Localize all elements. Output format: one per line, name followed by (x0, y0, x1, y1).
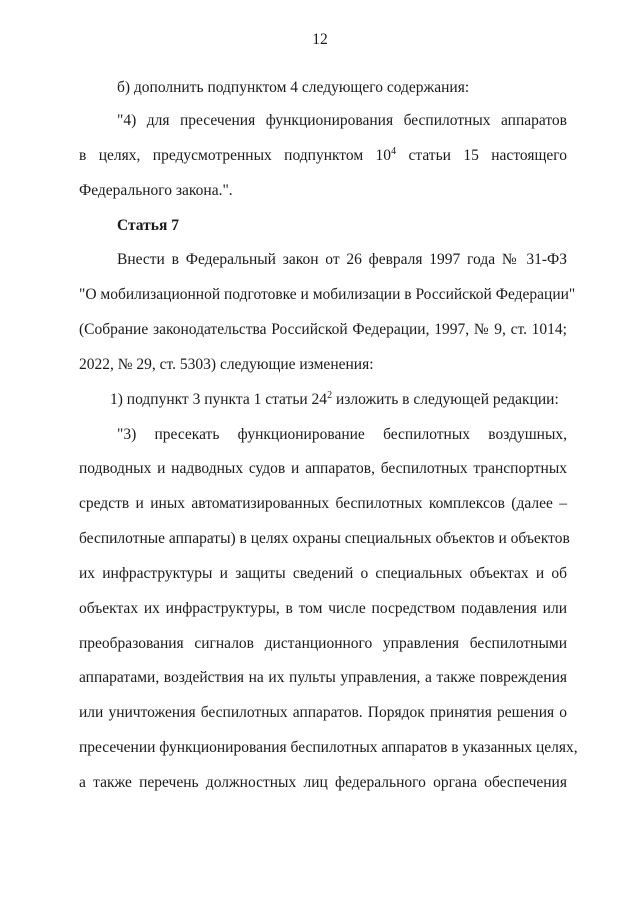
paragraph-line: подводных и надводных судов и аппаратов, беспилотных транспортных (79, 460, 567, 477)
text-run: статьи 15 настоящего (396, 147, 568, 164)
superscript: 2 (327, 390, 333, 401)
paragraph-line: аппаратами, воздействия на их пульты управления, а также повреждения (79, 669, 567, 686)
superscript: 4 (391, 146, 397, 157)
paragraph-line: пресечении функционирования беспилотных аппаратов в указанных целях, (79, 739, 578, 756)
paragraph-line: "4) для пресечения функционирования беспилотных аппаратов (117, 112, 567, 129)
text-run: в целях, предусмотренных подпунктом 10 (79, 147, 392, 164)
paragraph-line (79, 146, 567, 166)
page-number: 12 (312, 31, 328, 48)
paragraph-line: их инфраструктуры и защиты сведений о специальных объектах и об (79, 565, 567, 582)
paragraph-line: объектах их инфраструктуры, в том числе посредством подавления или (79, 600, 567, 617)
text-run: изложить в следующей редакции: (332, 391, 559, 408)
paragraph-line: средств и иных автоматизированных беспилотных комплексов (далее – (79, 495, 567, 512)
paragraph-line: б) дополнить подпунктом 4 следующего содержания: (117, 79, 470, 96)
paragraph-line: "О мобилизационной подготовке и мобилизации в Российской Федерации" (79, 286, 576, 303)
paragraph-line: преобразования сигналов дистанционного управления беспилотными (79, 635, 567, 652)
paragraph-line: (Собрание законодательства Российской Федерации, 1997, № 9, ст. 1014; (79, 321, 567, 338)
paragraph-line: или уничтожения беспилотных аппаратов. Порядок принятия решения о (79, 704, 567, 721)
paragraph-line: Федерального закона.". (79, 182, 233, 199)
paragraph-line: "3) пресекать функционирование беспилотных воздушных, (117, 426, 567, 443)
paragraph-line: 2022, № 29, ст. 5303) следующие изменения: (79, 356, 374, 373)
paragraph-line (110, 390, 567, 410)
article-heading: Статья 7 (117, 217, 179, 234)
paragraph-line: Внести в Федеральный закон от 26 февраля 1997 года № 31-ФЗ (117, 251, 567, 268)
paragraph-line: а также перечень должностных лиц федерального органа обеспечения (79, 774, 567, 791)
paragraph-line: беспилотные аппараты) в целях охраны специальных объектов и объектов (79, 530, 570, 547)
text-run: 1) подпункт 3 пункта 1 статьи 24 (110, 391, 328, 408)
